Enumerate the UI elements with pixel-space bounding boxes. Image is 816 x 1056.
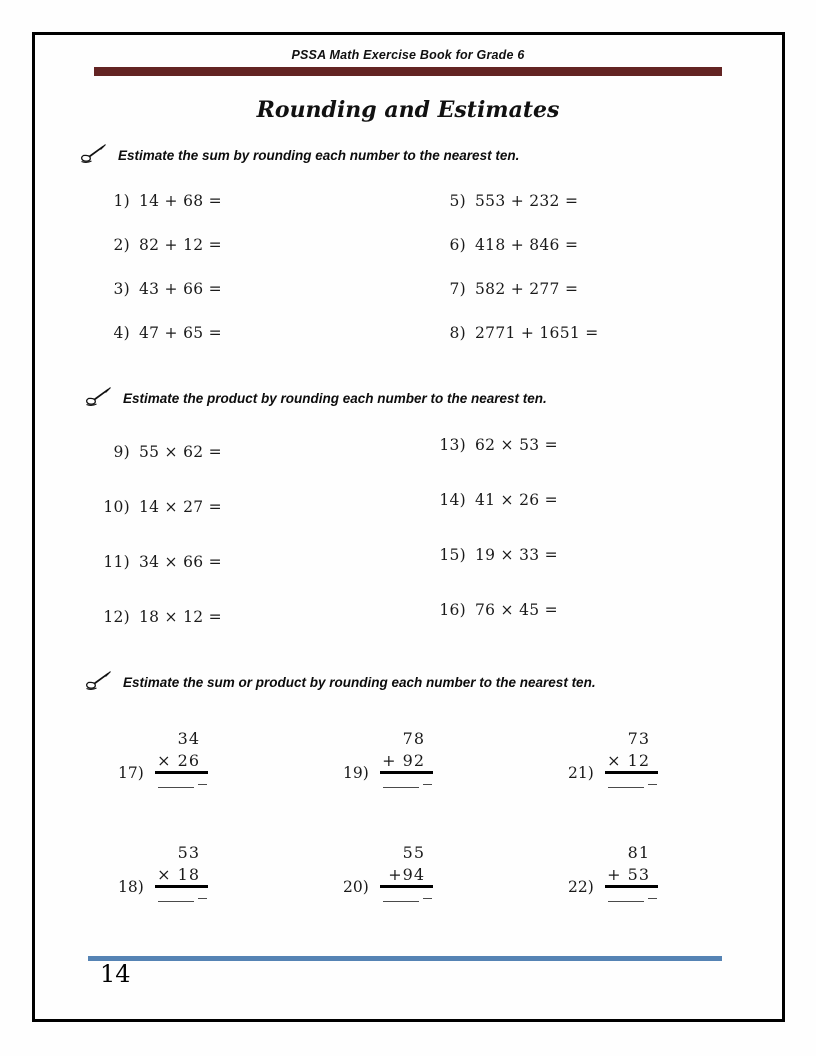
problem-number: 9) xyxy=(113,443,130,461)
problem-number: 4) xyxy=(113,324,130,342)
problem-number: 10) xyxy=(103,498,130,516)
problem-number: 18) xyxy=(118,878,144,896)
problem-row xyxy=(436,193,599,210)
problem-expression: 76 × 45 = xyxy=(475,601,558,619)
instruction-text: Estimate the sum by rounding each number to the nearest ten. xyxy=(118,147,520,163)
problem-number: 16) xyxy=(439,601,466,619)
problem-expression: 19 × 33 = xyxy=(475,546,558,564)
problem-number: 1) xyxy=(113,192,130,210)
problem-number: 19) xyxy=(343,764,369,782)
book-header-title: PSSA Math Exercise Book for Grade 6 xyxy=(291,48,525,62)
problem-number: 14) xyxy=(439,491,466,509)
problem-number: 12) xyxy=(103,608,130,626)
problem-number: 13) xyxy=(439,436,466,454)
problem-expression: 14 × 27 = xyxy=(139,498,222,516)
section1-left-column xyxy=(100,193,222,369)
problem-number: 15) xyxy=(439,546,466,564)
operand-bottom: +94 xyxy=(380,865,433,888)
section2-right-column xyxy=(436,437,558,657)
problem-expression: 553 + 232 = xyxy=(475,192,579,210)
footer-rule xyxy=(88,956,722,961)
pen-icon xyxy=(85,387,112,409)
vertical-problem xyxy=(118,729,233,788)
operand-top: 53 xyxy=(177,843,200,862)
section1-right-column xyxy=(436,193,599,369)
vertical-problem xyxy=(343,843,458,902)
section1-instruction xyxy=(80,144,519,166)
problem-expression: 55 × 62 = xyxy=(139,443,222,461)
problem-expression: 62 × 53 = xyxy=(475,436,558,454)
operand-bottom: × 26 xyxy=(155,751,208,774)
operand-top: 78 xyxy=(402,729,425,748)
instruction-text: Estimate the sum or product by rounding each number to the nearest ten. xyxy=(123,674,596,690)
page-title: Rounding and Estimates xyxy=(256,97,560,123)
problem-row xyxy=(100,499,222,516)
vertical-problem xyxy=(118,843,233,902)
answer-line xyxy=(383,787,419,788)
operand-bottom: × 18 xyxy=(155,865,208,888)
problem-number: 21) xyxy=(568,764,594,782)
problem-row xyxy=(436,492,558,509)
operand-bottom: + 53 xyxy=(605,865,658,888)
problem-expression: 34 × 66 = xyxy=(139,553,222,571)
problem-number: 22) xyxy=(568,878,594,896)
operand-bottom: + 92 xyxy=(380,751,433,774)
operand-bottom: × 12 xyxy=(605,751,658,774)
problem-expression: 82 + 12 = xyxy=(139,236,222,254)
problem-row xyxy=(100,554,222,571)
operand-top: 34 xyxy=(177,729,200,748)
operand-top: 55 xyxy=(402,843,425,862)
problem-number: 17) xyxy=(118,764,144,782)
problem-row xyxy=(436,281,599,298)
problem-row xyxy=(436,437,558,454)
section2-left-column xyxy=(100,444,222,664)
answer-line xyxy=(383,901,419,902)
problem-number: 7) xyxy=(449,280,466,298)
answer-line xyxy=(158,787,194,788)
problem-expression: 2771 + 1651 = xyxy=(475,324,599,342)
section2-instruction xyxy=(85,387,547,409)
answer-line xyxy=(158,901,194,902)
problem-expression: 41 × 26 = xyxy=(475,491,558,509)
problem-number: 2) xyxy=(113,236,130,254)
vertical-problem xyxy=(568,729,683,788)
vertical-problem xyxy=(568,843,683,902)
answer-line xyxy=(608,901,644,902)
problem-number: 5) xyxy=(449,192,466,210)
problem-row xyxy=(100,237,222,254)
problem-row xyxy=(100,281,222,298)
problem-expression: 47 + 65 = xyxy=(139,324,222,342)
header-rule xyxy=(94,67,722,76)
answer-line xyxy=(608,787,644,788)
vertical-problem xyxy=(343,729,458,788)
problem-number: 6) xyxy=(449,236,466,254)
problem-expression: 418 + 846 = xyxy=(475,236,579,254)
page-number: 14 xyxy=(100,960,131,988)
problem-row xyxy=(436,237,599,254)
section3-instruction xyxy=(85,671,596,693)
problem-row xyxy=(100,325,222,342)
problem-row xyxy=(436,602,558,619)
problem-expression: 582 + 277 = xyxy=(475,280,579,298)
problem-row xyxy=(100,193,222,210)
problem-number: 20) xyxy=(343,878,369,896)
problem-number: 8) xyxy=(449,324,466,342)
problem-expression: 18 × 12 = xyxy=(139,608,222,626)
pen-icon xyxy=(80,144,107,166)
problem-number: 3) xyxy=(113,280,130,298)
operand-top: 73 xyxy=(627,729,650,748)
problem-row xyxy=(436,325,599,342)
problem-row xyxy=(436,547,558,564)
problem-number: 11) xyxy=(103,553,130,571)
problem-row xyxy=(100,609,222,626)
pen-icon xyxy=(85,671,112,693)
operand-top: 81 xyxy=(627,843,650,862)
problem-expression: 14 + 68 = xyxy=(139,192,222,210)
problem-expression: 43 + 66 = xyxy=(139,280,222,298)
problem-row xyxy=(100,444,222,461)
instruction-text: Estimate the product by rounding each number to the nearest ten. xyxy=(123,390,547,406)
